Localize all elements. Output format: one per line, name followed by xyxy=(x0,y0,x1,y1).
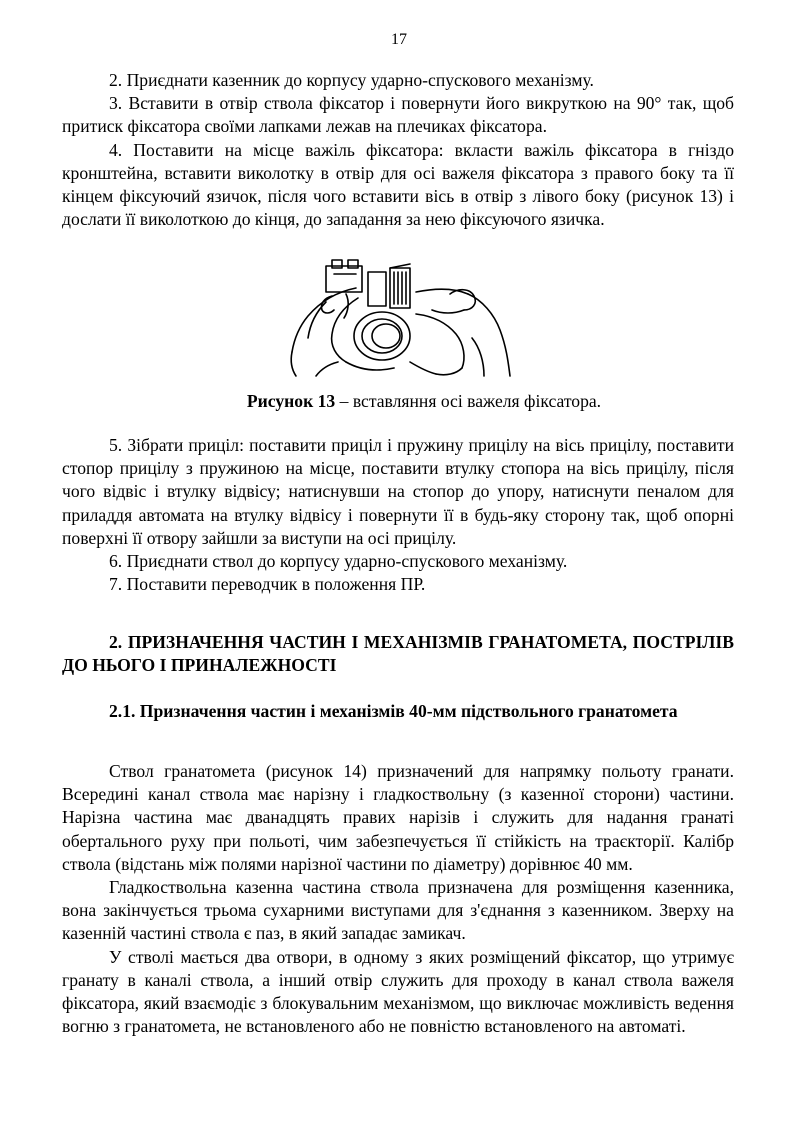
section-2-heading-block xyxy=(62,631,734,677)
step-7: 7. Поставити переводчик в положення ПР. xyxy=(109,574,426,595)
step-2: 2. Приєднати казенник до корпусу ударно-спускового механізму. xyxy=(109,70,594,90)
step-5: 5. Зібрати приціл: поставити приціл і пружину прицілу на вісь прицілу, поставити стопор прицілу з пружиною на місце, поставити втулку стопора на вісь прицілу, після чого відвіс і втулку відвісу; натиснувши на стопор до упору, натиснути пеналом для приладдя автомата на втулку відвісу і повернути її в будь-яку сторону так, щоб опорні поверхні її отвору зайшли за виступи на осі прицілу. xyxy=(62,435,734,548)
figure-13-label: Рисунок 13 xyxy=(246,391,336,411)
body-text xyxy=(62,760,734,1038)
figure-13-caption-text: – вставляння осі важеля фіксатора. xyxy=(335,391,602,411)
step-3: 3. Вставити в отвір ствола фіксатор і повернути його викруткою на 90° так, щоб притиск фіксатора своїми лапками лежав на плечиках фіксатора. xyxy=(62,93,734,137)
subsection-heading-block xyxy=(62,700,734,723)
body-paragraph-holes: У стволі мається два отвори, в одному з яких розміщений фіксатор, що утримує гранату в каналі ствола, а інший отвір служить для проходу в канал ствола важеля фіксатора, який взаємодіє з блокувальним механізмом, що виключає можливість ведення вогню з гранатомета, не встановленого або не повністю встановленого на автоматі. xyxy=(62,946,734,1037)
step-6: 6. Приєднати ствол до корпусу ударно-спускового механізму. xyxy=(109,551,568,572)
steps-block-a xyxy=(62,69,734,231)
figure-13-caption xyxy=(0,391,798,412)
subsection-heading: 2.1. Призначення частин і механізмів 40-мм підствольного гранатомета xyxy=(109,701,678,721)
figure-13-illustration xyxy=(286,258,518,378)
section-heading: 2. ПРИЗНАЧЕННЯ ЧАСТИН І МЕХАНІЗМІВ ГРАНАТОМЕТА, ПОСТРІЛІВ ДО НЬОГО І ПРИНАЛЕЖНОСТІ xyxy=(62,632,734,676)
body-paragraph-barrel: Ствол гранатомета (рисунок 14) призначений для напрямку польоту гранати. Всередині канал ствола має нарізну і гладкоствольну (з казенної сторони) частини. Нарізна частина має дванадцять правих нарізів і служить для надання гранаті обертального руху при польоті, чим забезпечується її стійкість на траєкторії. Калібр ствола (відстань між полями нарізної частини по діаметру) дорівнює 40 мм. xyxy=(62,761,734,874)
step-4: 4. Поставити на місце важіль фіксатора: вкласти важіль фіксатора в гніздо кронштейна, вставити виколотку в отвір для осі важеля фіксатора з правого боку та її кінцем фіксуючий язичок, після чого вставити вісь в отвір з лівого боку (рисунок 13) і дослати її виколоткою до кінця, до западання за нею фіксуючого язичка. xyxy=(62,139,734,230)
steps-block-b xyxy=(62,434,734,596)
page-number: 17 xyxy=(391,31,407,48)
body-paragraph-breech: Гладкоствольна казенна частина ствола призначена для розміщення казенника, вона закінчується трьома сухарними виступами для з'єднання з казенником. Зверху на казенній частині ствола є паз, в який западає замикач. xyxy=(62,877,734,944)
